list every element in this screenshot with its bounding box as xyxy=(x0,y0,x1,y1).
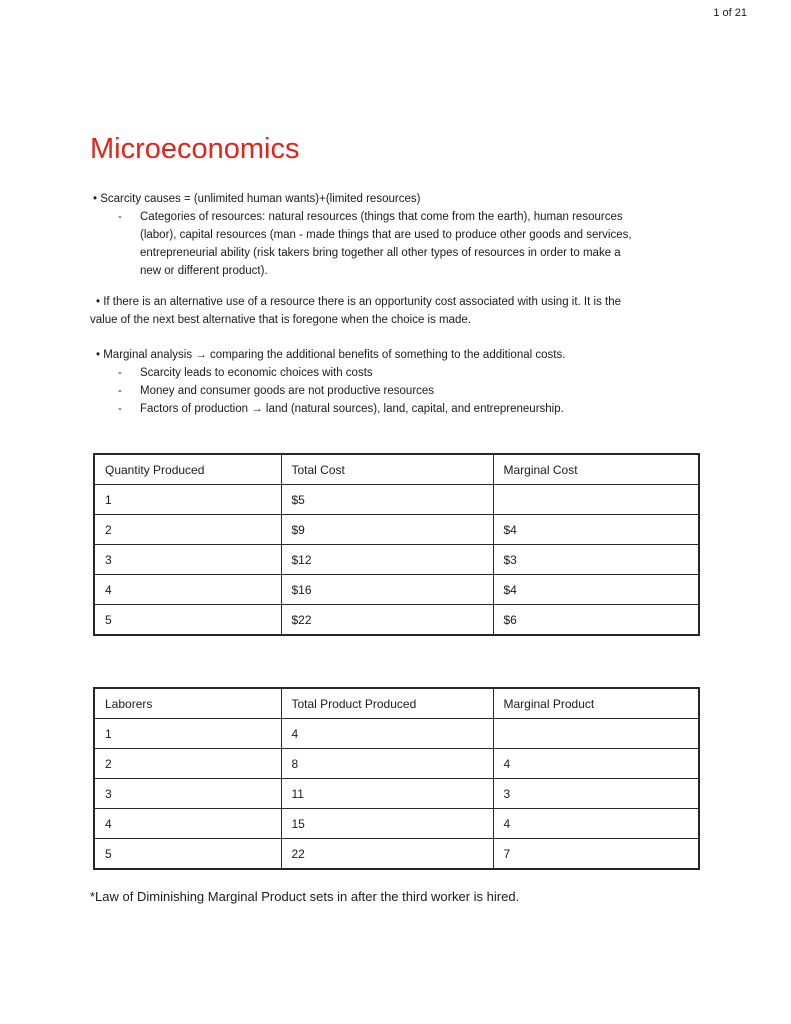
table-row xyxy=(94,575,699,605)
table-row xyxy=(94,809,699,839)
page-title: Microeconomics xyxy=(90,133,300,165)
table-cell: 3 xyxy=(94,779,281,809)
opportunity-cost-paragraph xyxy=(90,293,704,329)
marginal-subitem-1 xyxy=(118,364,704,382)
scarcity-bullet-line: • Scarcity causes = (unlimited human wants)+(limited resources) xyxy=(93,193,421,205)
table-row xyxy=(94,605,699,636)
table-cell: 2 xyxy=(94,749,281,779)
marginal-bullet-line: • Marginal analysis → comparing the additional benefits of something to the additional costs. xyxy=(96,349,566,361)
table-cell: $22 xyxy=(281,605,493,636)
categories-subitem xyxy=(118,208,704,226)
table-cell: 2 xyxy=(94,515,281,545)
table-cell: 3 xyxy=(94,545,281,575)
table-cell: 22 xyxy=(281,839,493,870)
marginal-subitem-3 xyxy=(118,400,704,418)
table-row xyxy=(94,839,699,870)
table-header-cell: Marginal Cost xyxy=(493,454,699,485)
marginal-subitem-2-text: Money and consumer goods are not productive resources xyxy=(140,385,435,397)
table-row xyxy=(94,515,699,545)
document-content xyxy=(90,0,704,905)
table-cell: $4 xyxy=(493,515,699,545)
scarcity-paragraph xyxy=(90,190,704,280)
table-row xyxy=(94,485,699,515)
categories-line-1: Categories of resources: natural resources (things that come from the earth), human resources xyxy=(140,211,623,223)
categories-line-3: entrepreneurial ability (risk takers bring together all other types of resources in order to make a xyxy=(140,247,621,259)
table-cell: 1 xyxy=(94,485,281,515)
table-cell: 5 xyxy=(94,839,281,870)
table-cell: 4 xyxy=(281,719,493,749)
table-cell: 4 xyxy=(94,575,281,605)
opportunity-line-2: value of the next best alternative that is foregone when the choice is made. xyxy=(90,314,472,326)
opportunity-line-1: • If there is an alternative use of a resource there is an opportunity cost associated with using it. It is the xyxy=(96,296,621,308)
table-cell: 8 xyxy=(281,749,493,779)
categories-line-2: (labor), capital resources (man - made things that are used to produce other goods and services, xyxy=(140,229,632,241)
table-header-row xyxy=(94,688,699,719)
marginal-subitem-3-text: Factors of production → land (natural sources), land, capital, and entrepreneurship. xyxy=(140,403,564,415)
table-row xyxy=(94,779,699,809)
dash-bullet: - xyxy=(118,367,122,379)
footnote: *Law of Diminishing Marginal Product sets in after the third worker is hired. xyxy=(90,889,520,904)
product-table xyxy=(93,687,700,870)
table-row xyxy=(94,545,699,575)
table-header-cell: Total Product Produced xyxy=(281,688,493,719)
dash-bullet: - xyxy=(118,211,122,223)
marginal-subitem-1-text: Scarcity leads to economic choices with costs xyxy=(140,367,373,379)
table-cell: $6 xyxy=(493,605,699,636)
cost-table xyxy=(93,453,700,636)
table-cell: $5 xyxy=(281,485,493,515)
table-cell: 4 xyxy=(94,809,281,839)
categories-line-4: new or different product). xyxy=(140,265,268,277)
table-header-cell: Quantity Produced xyxy=(94,454,281,485)
table-cell: 5 xyxy=(94,605,281,636)
dash-bullet: - xyxy=(118,403,122,415)
table-cell xyxy=(493,719,699,749)
dash-bullet: - xyxy=(118,385,122,397)
table-header-row xyxy=(94,454,699,485)
table-cell: 1 xyxy=(94,719,281,749)
table-cell: 11 xyxy=(281,779,493,809)
table-header-cell: Laborers xyxy=(94,688,281,719)
table-cell: 3 xyxy=(493,779,699,809)
table-row xyxy=(94,719,699,749)
table-cell: 4 xyxy=(493,749,699,779)
table-cell: $16 xyxy=(281,575,493,605)
marginal-analysis-paragraph xyxy=(90,346,704,418)
table-header-cell: Total Cost xyxy=(281,454,493,485)
table-row xyxy=(94,749,699,779)
table-cell: $3 xyxy=(493,545,699,575)
table-header-cell: Marginal Product xyxy=(493,688,699,719)
table-cell: $9 xyxy=(281,515,493,545)
table-cell: 15 xyxy=(281,809,493,839)
table-cell: $4 xyxy=(493,575,699,605)
marginal-subitem-2 xyxy=(118,382,704,400)
table-cell xyxy=(493,485,699,515)
page-number: 1 of 21 xyxy=(713,7,747,19)
table-cell: 7 xyxy=(493,839,699,870)
table-cell: 4 xyxy=(493,809,699,839)
table-cell: $12 xyxy=(281,545,493,575)
